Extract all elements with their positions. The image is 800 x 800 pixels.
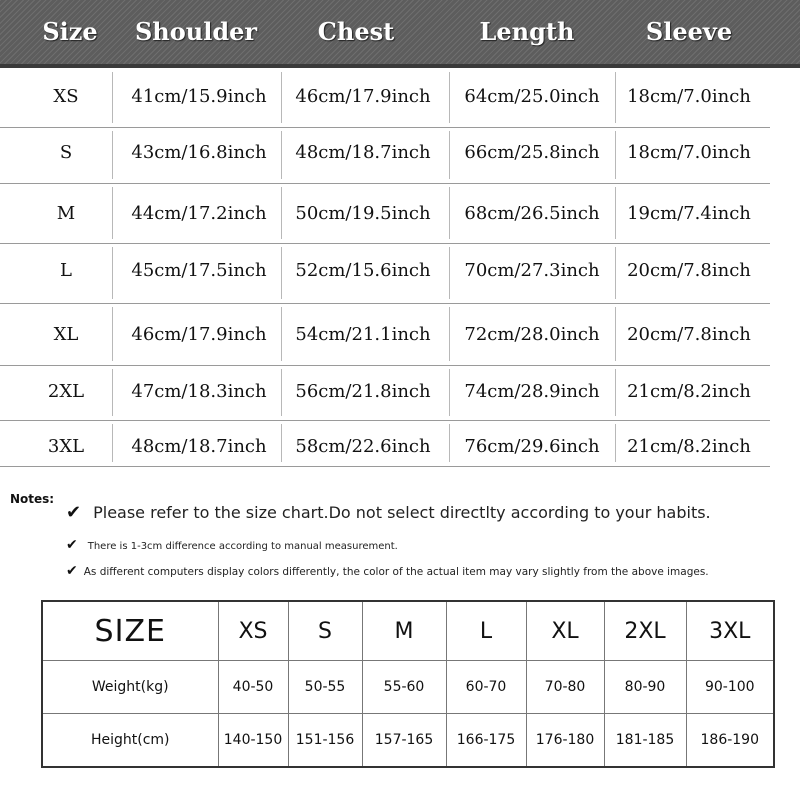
- note-item: [66, 563, 709, 579]
- size-cell: S: [288, 601, 362, 661]
- column-divider: [112, 424, 113, 462]
- height-cell: 140-150: [218, 714, 288, 768]
- size-header-label: SIZE: [42, 601, 218, 661]
- row-divider: [0, 420, 770, 421]
- measurement-cell: 54cm/21.1inch: [295, 324, 431, 345]
- measurement-cell: 64cm/25.0inch: [464, 86, 600, 107]
- row-divider: [0, 303, 770, 304]
- column-header-shoulder: Shoulder: [134, 17, 258, 46]
- height-cell: 181-185: [604, 714, 686, 768]
- column-divider: [112, 369, 113, 416]
- column-divider: [615, 369, 616, 416]
- note-text: There is 1-3cm difference according to manual measurement.: [87, 541, 398, 552]
- weight-cell: 40-50: [218, 661, 288, 714]
- column-divider: [112, 72, 113, 123]
- column-header-sleeve: Sleeve: [645, 17, 733, 46]
- size-label: XS: [53, 86, 79, 107]
- column-divider: [449, 424, 450, 462]
- column-header-length: Length: [479, 17, 575, 46]
- column-divider: [112, 247, 113, 299]
- measurement-cell: 47cm/18.3inch: [131, 381, 267, 402]
- height-cell: 157-165: [362, 714, 446, 768]
- row-divider: [0, 127, 770, 128]
- measurement-cell: 70cm/27.3inch: [464, 260, 600, 281]
- column-header-size: Size: [42, 17, 98, 46]
- column-divider: [112, 307, 113, 361]
- column-divider: [615, 187, 616, 239]
- size-cell: XS: [218, 601, 288, 661]
- height-cell: 176-180: [526, 714, 604, 768]
- weight-cell: 60-70: [446, 661, 526, 714]
- size-cell: 3XL: [686, 601, 774, 661]
- size-cell: L: [446, 601, 526, 661]
- measurement-cell: 68cm/26.5inch: [464, 203, 600, 224]
- column-divider: [449, 187, 450, 239]
- column-divider: [615, 307, 616, 361]
- height-cell: 151-156: [288, 714, 362, 768]
- notes-title: Notes:: [10, 492, 55, 506]
- size-label: M: [56, 203, 76, 224]
- measurement-cell: 20cm/7.8inch: [627, 324, 751, 345]
- measurement-cell: 56cm/21.8inch: [295, 381, 431, 402]
- measurement-cell: 45cm/17.5inch: [131, 260, 267, 281]
- size-label: L: [60, 260, 72, 281]
- size-label: XL: [53, 324, 79, 345]
- weight-cell: 90-100: [686, 661, 774, 714]
- weight-label: Weight(kg): [42, 661, 218, 714]
- height-label: Height(cm): [42, 714, 218, 768]
- note-item: [66, 537, 398, 553]
- measurement-cell: 52cm/15.6inch: [295, 260, 431, 281]
- measurement-cell: 18cm/7.0inch: [627, 86, 751, 107]
- column-divider: [615, 424, 616, 462]
- column-divider: [281, 247, 282, 299]
- size-header-row: [42, 601, 774, 661]
- row-divider: [0, 243, 770, 244]
- weight-cell: 70-80: [526, 661, 604, 714]
- measurement-cell: 58cm/22.6inch: [295, 436, 431, 457]
- measurement-cell: 66cm/25.8inch: [464, 142, 600, 163]
- measurement-cell: 74cm/28.9inch: [464, 381, 600, 402]
- column-divider: [615, 131, 616, 179]
- height-row: [42, 714, 774, 768]
- size-cell: XL: [526, 601, 604, 661]
- checkmark-icon: ✔: [66, 537, 78, 553]
- checkmark-icon: ✔: [66, 563, 78, 579]
- weight-cell: 80-90: [604, 661, 686, 714]
- measurement-cell: 20cm/7.8inch: [627, 260, 751, 281]
- height-cell: 166-175: [446, 714, 526, 768]
- measurement-cell: 48cm/18.7inch: [295, 142, 431, 163]
- checkmark-icon: ✔: [66, 502, 82, 523]
- column-divider: [281, 131, 282, 179]
- size-label: S: [59, 142, 73, 163]
- column-divider: [281, 369, 282, 416]
- height-cell: 186-190: [686, 714, 774, 768]
- measurement-cell: 46cm/17.9inch: [131, 324, 267, 345]
- column-divider: [449, 131, 450, 179]
- measurement-cell: 48cm/18.7inch: [131, 436, 267, 457]
- column-divider: [112, 187, 113, 239]
- column-divider: [281, 187, 282, 239]
- measurement-cell: 41cm/15.9inch: [131, 86, 267, 107]
- column-divider: [449, 369, 450, 416]
- weight-row: [42, 661, 774, 714]
- size-chart-header: [0, 0, 800, 68]
- measurement-cell: 44cm/17.2inch: [131, 203, 267, 224]
- note-item: [66, 502, 711, 523]
- weight-cell: 55-60: [362, 661, 446, 714]
- note-text: As different computers display colors differently, the color of the actual item may vary slightly from the above images.: [83, 566, 709, 578]
- measurement-cell: 50cm/19.5inch: [295, 203, 431, 224]
- column-divider: [449, 72, 450, 123]
- column-divider: [449, 247, 450, 299]
- weight-height-table: [41, 600, 775, 768]
- column-divider: [281, 72, 282, 123]
- measurement-cell: 21cm/8.2inch: [627, 436, 751, 457]
- column-divider: [449, 307, 450, 361]
- column-divider: [281, 307, 282, 361]
- size-label: 3XL: [47, 436, 85, 457]
- size-cell: 2XL: [604, 601, 686, 661]
- row-divider: [0, 183, 770, 184]
- column-divider: [615, 72, 616, 123]
- measurement-cell: 76cm/29.6inch: [464, 436, 600, 457]
- measurement-cell: 43cm/16.8inch: [131, 142, 267, 163]
- column-divider: [281, 424, 282, 462]
- column-divider: [112, 131, 113, 179]
- measurement-cell: 46cm/17.9inch: [295, 86, 431, 107]
- column-divider: [615, 247, 616, 299]
- measurement-cell: 18cm/7.0inch: [627, 142, 751, 163]
- measurement-cell: 72cm/28.0inch: [464, 324, 600, 345]
- size-label: 2XL: [47, 381, 85, 402]
- size-cell: M: [362, 601, 446, 661]
- note-text: Please refer to the size chart.Do not select directlty according to your habits.: [93, 503, 711, 522]
- measurement-cell: 19cm/7.4inch: [627, 203, 751, 224]
- measurement-cell: 21cm/8.2inch: [627, 381, 751, 402]
- row-divider: [0, 466, 770, 467]
- column-header-chest: Chest: [317, 17, 395, 46]
- weight-cell: 50-55: [288, 661, 362, 714]
- row-divider: [0, 365, 770, 366]
